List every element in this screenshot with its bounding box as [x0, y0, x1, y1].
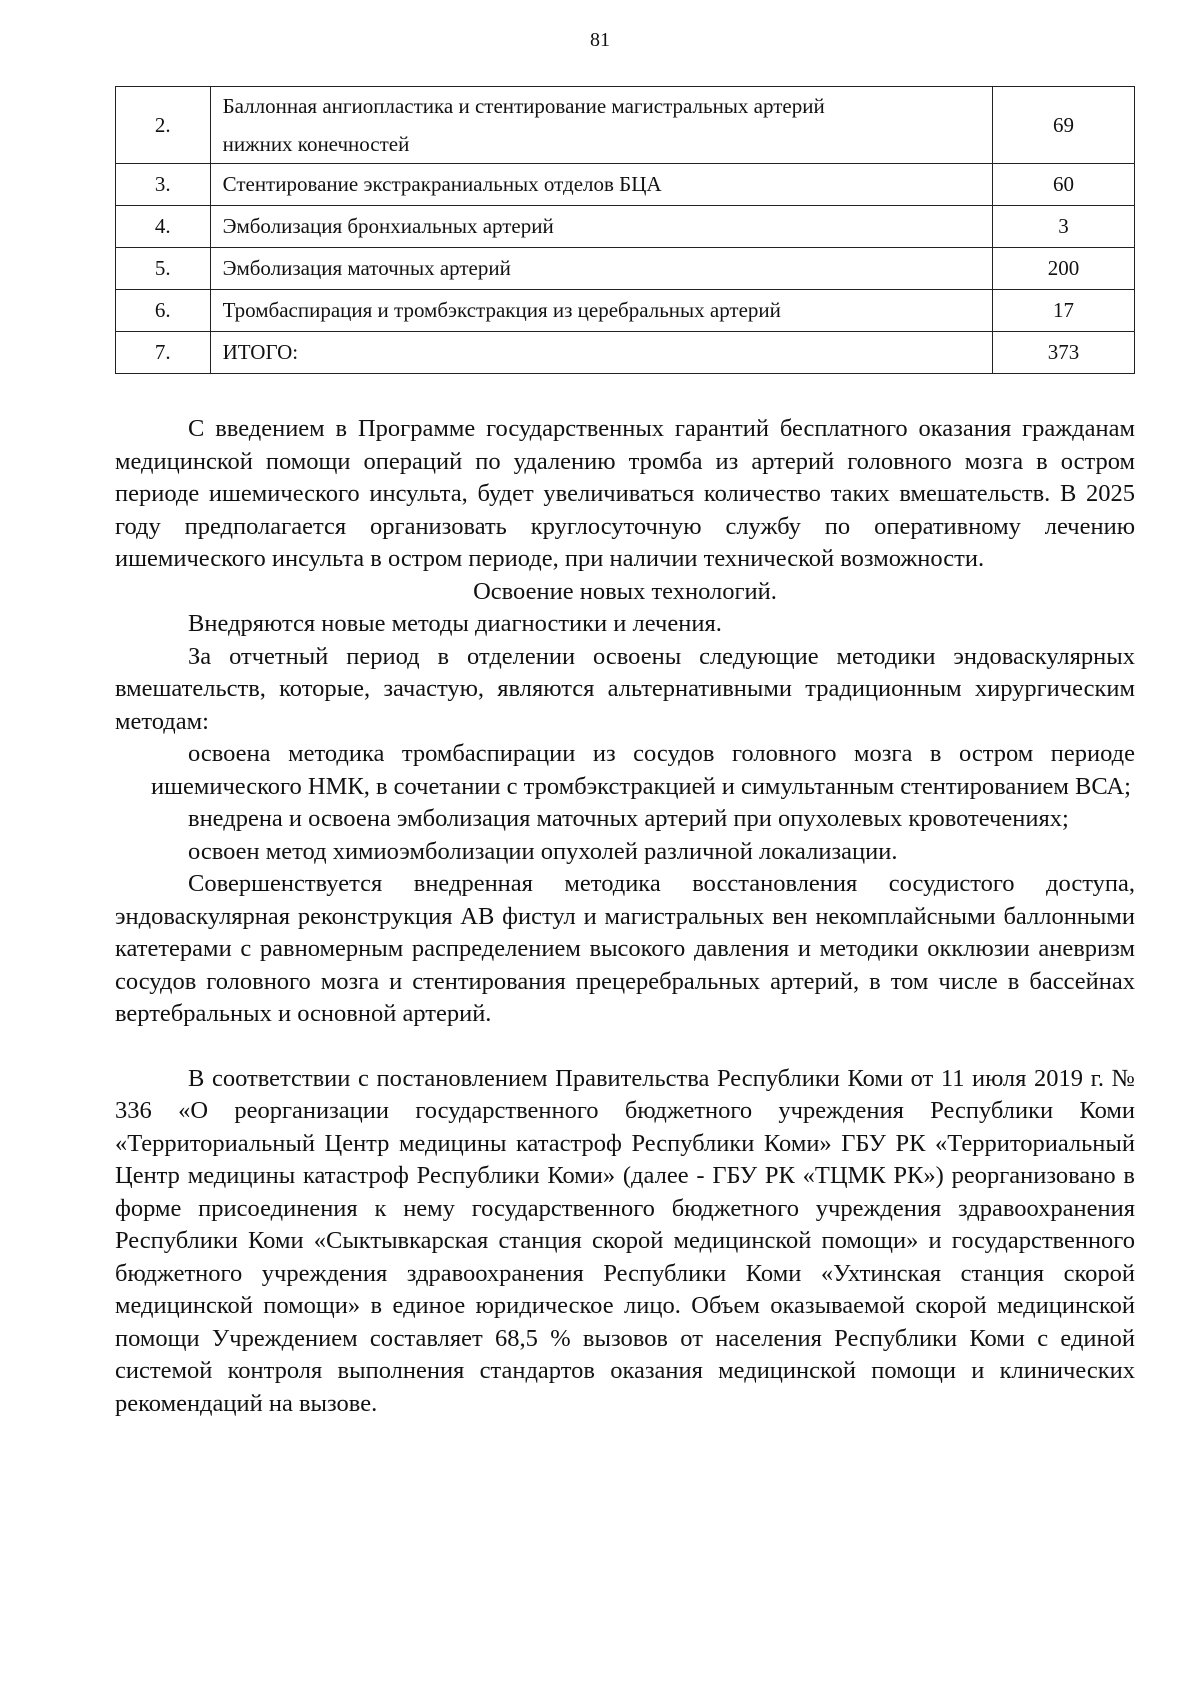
procedure-count: 17 [992, 290, 1134, 332]
table-row [116, 248, 1135, 290]
list-item: освоена методика тромбаспирации из сосудов головного мозга в остром периоде ишемического НМК, в сочетании с тромбэкстракцией и симультанным стентированием ВСА; [151, 740, 1135, 800]
row-number: 6. [116, 290, 211, 332]
procedure-name [210, 87, 992, 164]
procedure-name: Стентирование экстракраниальных отделов БЦА [210, 164, 992, 206]
total-count: 373 [992, 332, 1134, 374]
procedure-count: 3 [992, 206, 1134, 248]
row-number: 2. [116, 87, 211, 164]
paragraph-new-methods: Внедряются новые методы диагностики и лечения. [188, 610, 722, 637]
procedure-name-line: нижних конечностей [222, 132, 410, 156]
list-item: внедрена и освоена эмболизация маточных артерий при опухолевых кровотечениях; [188, 805, 1069, 832]
procedure-count: 60 [992, 164, 1134, 206]
row-number: 7. [116, 332, 211, 374]
total-label: ИТОГО: [210, 332, 992, 374]
row-number: 5. [116, 248, 211, 290]
procedures-table [115, 86, 1135, 374]
procedure-name: Эмболизация маточных артерий [210, 248, 992, 290]
procedure-count: 200 [992, 248, 1134, 290]
row-number: 3. [116, 164, 211, 206]
row-number: 4. [116, 206, 211, 248]
document-body [115, 413, 1135, 1420]
procedure-name-line: Баллонная ангиопластика и стентирование магистральных артерий [222, 94, 825, 118]
paragraph-stroke-program: С введением в Программе государственных гарантий бесплатного оказания гражданам медицинской помощи операций по удалению тромба из артерий головного мозга в остром периоде ишемического инсульта, будет увеличиваться количество таких вмешательств. В 2025 году предполагается организовать круглосуточную службу по оперативному лечению ишемического инсульта в остром периоде, при наличии технической возможности. [115, 415, 1135, 572]
procedure-count: 69 [992, 87, 1134, 164]
paragraph-reorganization: В соответствии с постановлением Правительства Республики Коми от 11 июля 2019 г. № 336 «О реорганизации государственного бюджетного учреждения Республики Коми «Территориальный Центр медицины катастроф Республики Коми» ГБУ РК «Территориальный Центр медицины катастроф Республики Коми» (далее - ГБУ РК «ТЦМК РК») реорганизовано в форме присоединения к нему государственного бюджетного учреждения здравоохранения Республики Коми «Сыктывкарская станция скорой медицинской помощи» и государственного бюджетного учреждения здравоохранения Республики Коми «Ухтинская станция скорой медицинской помощи» в единое юридическое лицо. Объем оказываемой скорой медицинской помощи Учреждением составляет 68,5 % вызовов от населения Республики Коми с единой системой контроля выполнения стандартов оказания медицинской помощи и клинических рекомендаций на вызове. [115, 1064, 1135, 1417]
page-number: 81 [590, 29, 610, 51]
paragraph-mastered-techniques: За отчетный период в отделении освоены следующие методики эндоваскулярных вмешательств, которые, зачастую, являются альтернативными традиционным хирургическим методам: [115, 642, 1135, 735]
paragraph-vascular-access: Совершенствуется внедренная методика восстановления сосудистого доступа, эндоваскулярная реконструкция АВ фистул и магистральных вен некомплайсными баллонными катетерами с равномерным распределением высокого давления и методики окклюзии аневризм сосудов головного мозга и стентирования прецеребральных артерий, в том числе в бассейнах вертебральных и основной артерий. [115, 870, 1135, 1027]
procedure-name: Эмболизация бронхиальных артерий [210, 206, 992, 248]
section-heading: Освоение новых технологий. [473, 577, 777, 605]
table-row [116, 164, 1135, 206]
table-row [116, 290, 1135, 332]
table-row [116, 87, 1135, 164]
table-row [116, 332, 1135, 374]
table-row [116, 206, 1135, 248]
list-item: освоен метод химиоэмболизации опухолей различной локализации. [188, 837, 898, 865]
procedure-name: Тромбаспирация и тромбэкстракция из церебральных артерий [210, 290, 992, 332]
